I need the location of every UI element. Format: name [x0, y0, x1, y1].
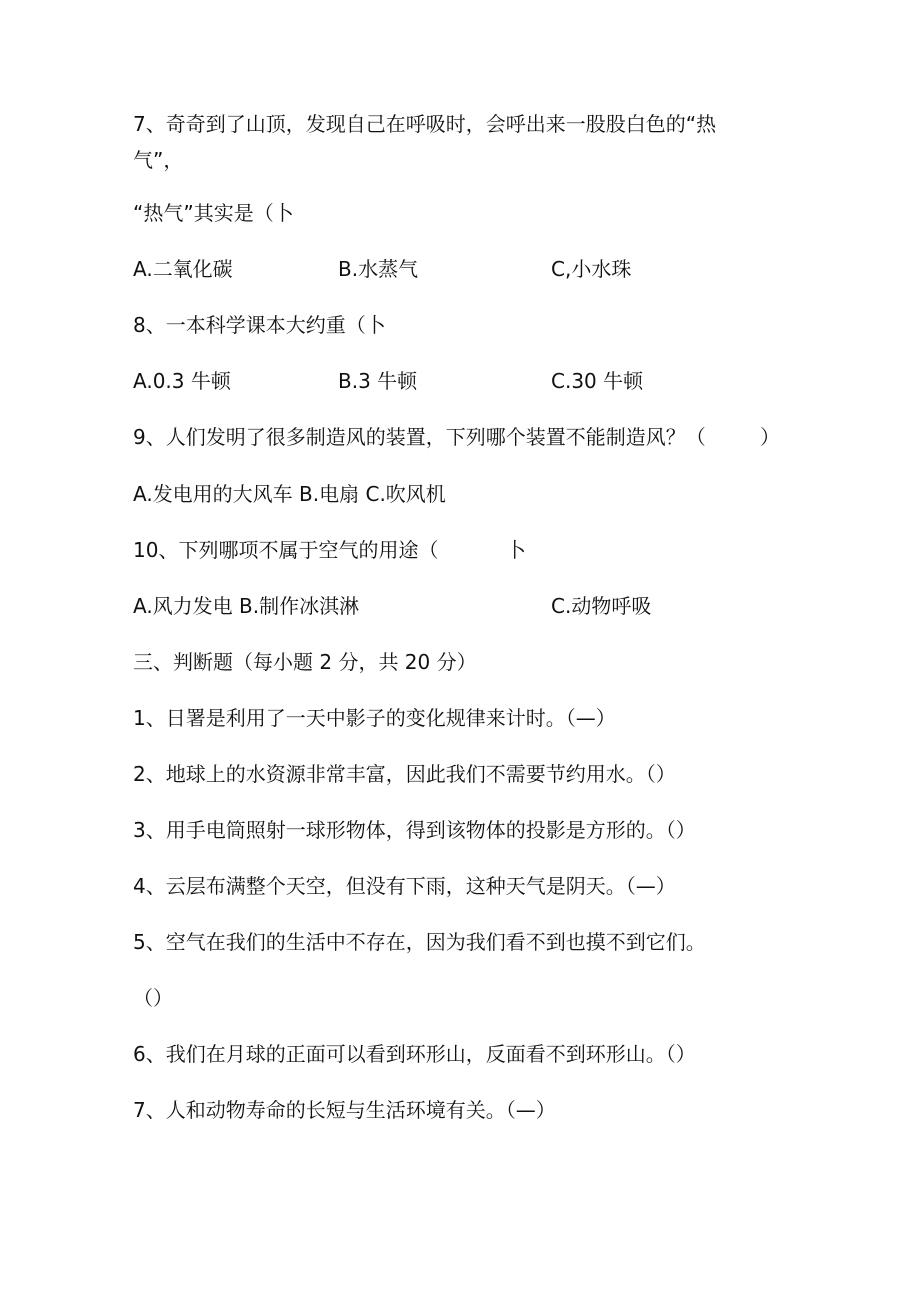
question-10-option-c: C.动物呼吸: [551, 594, 652, 618]
question-7-option-c: C,小水珠: [551, 257, 632, 281]
question-8-option-c: C.30 牛顿: [551, 369, 644, 393]
question-7-option-a: A.二氧化碳: [133, 257, 233, 281]
question-9: 9、人们发明了很多制造风的装置，下列哪个装置不能制造风？（: [133, 425, 706, 449]
question-9-close-paren: ）: [760, 425, 780, 449]
question-10: 10、下列哪项不属于空气的用途（: [133, 538, 439, 562]
judgment-7: 7、人和动物寿命的长短与生活环境有关。（—）: [133, 1098, 556, 1122]
question-8-option-a: A.0.3 牛顿: [133, 369, 231, 393]
judgment-1: 1、日署是利用了一天中影子的变化规律来计时。（—）: [133, 706, 616, 730]
question-8-option-b: B.3 牛顿: [338, 369, 418, 393]
question-7-line-3: “热气”其实是（卜: [133, 201, 294, 225]
section-3-heading: 三、判断题（每小题 2 分，共 20 分）: [133, 650, 477, 674]
judgment-5-answer-paren: （）: [133, 986, 173, 1010]
judgment-3: 3、用手电筒照射一球形物体，得到该物体的投影是方形的。（）: [133, 818, 696, 842]
judgment-5: 5、空气在我们的生活中不存在，因为我们看不到也摸不到它们。: [133, 930, 706, 954]
question-9-options: A.发电用的大风车 B.电扇 C.吹风机: [133, 482, 446, 506]
judgment-6: 6、我们在月球的正面可以看到环形山，反面看不到环形山。（）: [133, 1042, 696, 1066]
judgment-4: 4、云层布满整个天空，但没有下雨，这种天气是阴天。（—）: [133, 874, 676, 898]
question-7-line-2: 气”，: [133, 148, 184, 172]
question-10-options-ab: A.风力发电 B.制作冰淇淋: [133, 594, 360, 618]
judgment-2: 2、地球上的水资源非常丰富，因此我们不需要节约用水。（）: [133, 762, 676, 786]
question-8: 8、一本科学课本大约重（卜: [133, 313, 386, 337]
question-7-option-b: B.水蒸气: [338, 257, 419, 281]
question-10-close-mark: 卜: [506, 538, 526, 562]
question-7-line-1: 7、奇奇到了山顶，发现自己在呼吸时，会呼出来一股股白色的“热: [133, 112, 717, 136]
